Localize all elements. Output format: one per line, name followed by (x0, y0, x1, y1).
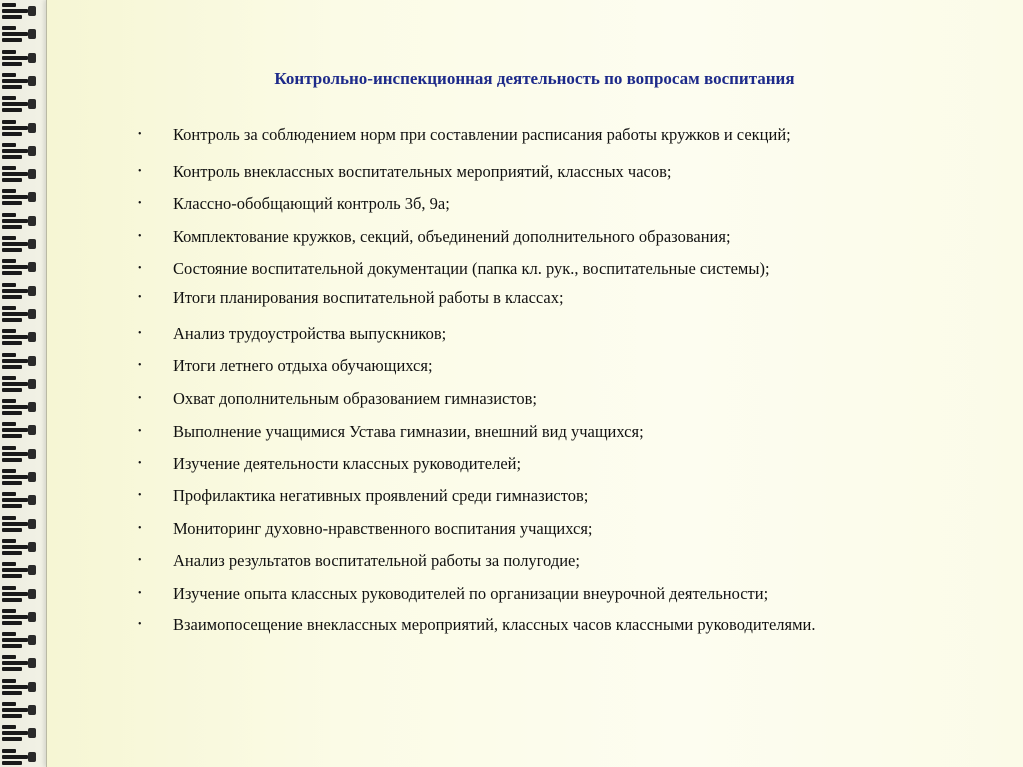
spiral-ring (2, 329, 36, 345)
spiral-ring (2, 562, 36, 578)
list-item (138, 284, 973, 312)
bullet-icon: • (138, 263, 142, 274)
bullet-icon: • (138, 555, 142, 566)
list-item (138, 223, 973, 251)
list-item-text: Комплектование кружков, секций, объединений дополнительного образования; (173, 227, 731, 246)
spiral-ring (2, 26, 36, 42)
spiral-ring (2, 679, 36, 695)
list-item-text: Выполнение учащимися Устава гимназии, внешний вид учащихся; (173, 422, 644, 441)
bullet-icon: • (138, 393, 142, 404)
spiral-ring (2, 259, 36, 275)
spiral-ring (2, 586, 36, 602)
spiral-ring (2, 50, 36, 66)
list-item (138, 121, 973, 149)
list-item-text: Профилактика негативных проявлений среди гимназистов; (173, 486, 589, 505)
spiral-ring (2, 189, 36, 205)
spiral-ring (2, 213, 36, 229)
bullet-icon: • (138, 166, 142, 177)
list-item-text: Анализ трудоустройства выпускников; (173, 324, 447, 343)
list-item-text: Изучение деятельности классных руководителей; (173, 454, 522, 473)
bullet-icon: • (138, 490, 142, 501)
list-item (138, 482, 973, 510)
slide-page (46, 0, 1023, 767)
list-item-text: Анализ результатов воспитательной работы за полугодие; (173, 551, 580, 570)
list-item (138, 255, 973, 283)
list-item-text: Итоги планирования воспитательной работы в классах; (173, 288, 564, 307)
spiral-ring (2, 283, 36, 299)
list-item-text: Мониторинг духовно-нравственного воспитания учащихся; (173, 519, 593, 538)
list-item-text: Состояние воспитательной документации (папка кл. рук., воспитательные системы); (173, 259, 770, 278)
spiral-ring (2, 143, 36, 159)
list-item (138, 385, 973, 413)
spiral-ring (2, 492, 36, 508)
spiral-ring (2, 422, 36, 438)
spiral-ring (2, 376, 36, 392)
bullet-icon: • (138, 129, 142, 140)
spiral-ring (2, 399, 36, 415)
spiral-ring (2, 306, 36, 322)
spiral-ring (2, 702, 36, 718)
bullet-icon: • (138, 328, 142, 339)
bullet-icon: • (138, 588, 142, 599)
bullet-icon: • (138, 360, 142, 371)
list-item (138, 515, 973, 543)
spiral-ring (2, 353, 36, 369)
list-item-text: Классно-обобщающий контроль 3б, 9а; (173, 194, 450, 213)
spiral-ring (2, 539, 36, 555)
spiral-ring (2, 96, 36, 112)
bullet-icon: • (138, 426, 142, 437)
bullet-icon: • (138, 523, 142, 534)
spiral-ring (2, 655, 36, 671)
list-item (138, 611, 853, 639)
notebook-spiral-binding (0, 0, 46, 767)
spiral-ring (2, 446, 36, 462)
list-item (138, 450, 973, 478)
bullet-icon: • (138, 292, 142, 303)
spiral-ring (2, 516, 36, 532)
list-item-text: Охват дополнительным образованием гимназистов; (173, 389, 537, 408)
bullet-icon: • (138, 458, 142, 469)
spiral-ring (2, 166, 36, 182)
list-item (138, 352, 973, 380)
bullet-icon: • (138, 231, 142, 242)
spiral-ring (2, 120, 36, 136)
spiral-ring (2, 3, 36, 19)
spiral-ring (2, 73, 36, 89)
list-item (138, 320, 973, 348)
bullet-icon: • (138, 198, 142, 209)
spiral-ring (2, 632, 36, 648)
list-item (138, 418, 973, 446)
spiral-ring (2, 609, 36, 625)
spiral-ring (2, 749, 36, 765)
list-item-text: Изучение опыта классных руководителей по организации внеурочной деятельности; (173, 584, 769, 603)
list-item (138, 547, 973, 575)
list-item-text: Контроль за соблюдением норм при составлении расписания работы кружков и секций; (173, 125, 791, 144)
list-item-text: Взаимопосещение внеклассных мероприятий, классных часов классными руководителями. (173, 615, 816, 634)
bullet-icon: • (138, 619, 142, 630)
list-item (138, 580, 973, 608)
spiral-ring (2, 725, 36, 741)
spiral-ring (2, 236, 36, 252)
list-item-text: Итоги летнего отдыха обучающихся; (173, 356, 433, 375)
spiral-ring (2, 469, 36, 485)
list-item (138, 158, 973, 186)
slide-title: Контрольно-инспекционная деятельность по вопросам воспитания (274, 69, 795, 88)
list-item (138, 190, 973, 218)
list-item-text: Контроль внеклассных воспитательных мероприятий, классных часов; (173, 162, 672, 181)
